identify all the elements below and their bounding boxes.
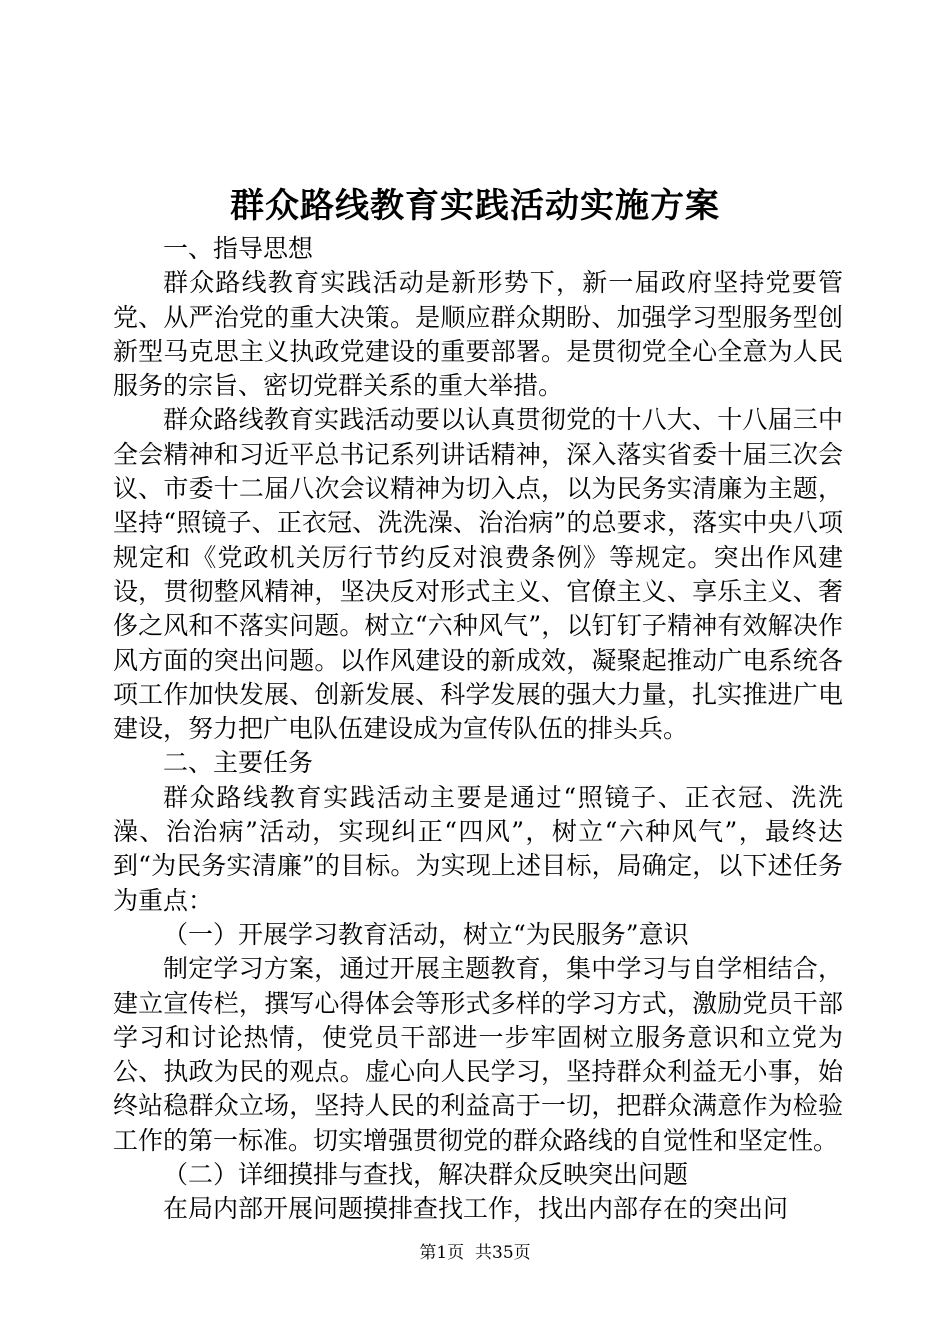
section-heading: 二、主要任务 bbox=[163, 748, 314, 778]
section-heading: 一、指导思想 bbox=[163, 234, 314, 263]
paragraph: 群众路线教育实践活动是新形势下，新一届政府坚持党要管党、从严治党的重大决策。是顺应群众期盼、加强学习型服务型创新型马克思主义执政党建设的重要部署。是贯彻党全心全意为人民服务的宗旨、密切党群关系的重大举措。 bbox=[113, 268, 843, 401]
paragraph: 群众路线教育实践活动主要是通过“照镜子、正衣冠、洗洗澡、治治病”活动，实现纠正“四风”，树立“六种风气”，最终达到“为民务实清廉”的目标。为实现上述目标，局确定，以下述任务为重点： bbox=[113, 782, 843, 915]
subsection-heading: （一）开展学习教育活动，树立“为民服务”意识 bbox=[163, 919, 689, 949]
paragraph: 群众路线教育实践活动要以认真贯彻党的十八大、十八届三中全会精神和习近平总书记系列讲话精神，深入落实省委十届三次会议、市委十二届八次会议精神为切入点，以为民务实清廉为主题，坚持“照镜子、正衣冠、洗洗澡、治治病”的总要求，落实中央八项规定和《党政机关厉行节约反对浪费条例》等规定。突出作风建设，贯彻整风精神，坚决反对形式主义、官僚主义、享乐主义、奢侈之风和不落实问题。树立“六种风气”，以钉钉子精神有效解决作风方面的突出问题。以作风建设的新成效，凝聚起推动广电系统各项工作加快发展、创新发展、科学发展的强大力量，扎实推进广电建设，努力把广电队伍建设成为宣传队伍的排头兵。 bbox=[113, 405, 843, 744]
paragraph: 在局内部开展问题摸排查找工作，找出内部存在的突出问 bbox=[163, 1194, 789, 1224]
paragraph: 制定学习方案，通过开展主题教育，集中学习与自学相结合，建立宣传栏，撰写心得体会等形式多样的学习方式，激励党员干部学习和讨论热情，使党员干部进一步牢固树立服务意识和立党为公、执政为民的观点。虚心向人民学习，坚持群众利益无小事，始终站稳群众立场，坚持人民的利益高于一切，把群众满意作为检验工作的第一标准。切实增强贯彻党的群众路线的自觉性和坚定性。 bbox=[113, 954, 843, 1155]
page-number: 第1页 bbox=[419, 1243, 465, 1263]
document-body bbox=[113, 232, 843, 1227]
page-total: 共35页 bbox=[475, 1243, 531, 1263]
document-title: 群众路线教育实践活动实施方案 bbox=[230, 186, 720, 226]
subsection-heading: （二）详细摸排与查找，解决群众反映突出问题 bbox=[163, 1160, 689, 1190]
page-footer bbox=[0, 1241, 950, 1265]
